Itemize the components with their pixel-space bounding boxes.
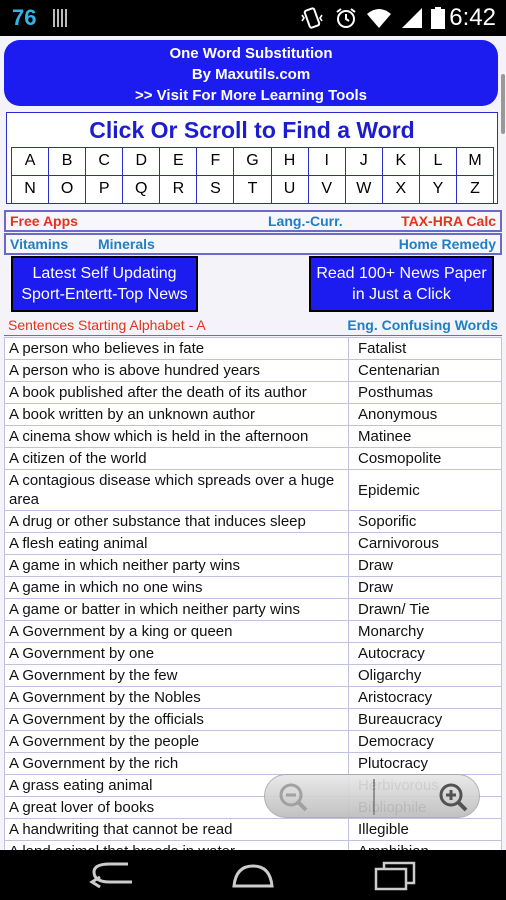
battery-icon: [430, 6, 446, 30]
letter-button[interactable]: M: [456, 147, 494, 176]
word-answer: Monarchy: [349, 621, 502, 643]
word-row: [5, 577, 502, 599]
word-row: [5, 511, 502, 533]
letter-button[interactable]: O: [48, 175, 86, 204]
word-meaning: A drug or other substance that induces sleep: [5, 511, 349, 533]
alphabet-finder: [6, 112, 498, 204]
word-row: [5, 555, 502, 577]
back-icon[interactable]: [88, 860, 138, 890]
letter-button[interactable]: S: [196, 175, 234, 204]
recent-apps-icon[interactable]: [370, 860, 420, 890]
word-meaning: A cinema show which is held in the afternoon: [5, 426, 349, 448]
letter-button[interactable]: E: [159, 147, 197, 176]
word-answer: Bureaucracy: [349, 709, 502, 731]
word-answer: Anonymous: [349, 404, 502, 426]
header-banner[interactable]: [4, 40, 498, 106]
letter-button[interactable]: J: [345, 147, 383, 176]
newspaper-line2: in Just a Click: [352, 286, 451, 303]
vitamins-link[interactable]: Vitamins: [10, 236, 69, 252]
wifi-icon: [366, 6, 392, 30]
word-meaning: A game in which no one wins: [5, 577, 349, 599]
letter-button[interactable]: I: [308, 147, 346, 176]
word-meaning: A Government by the Nobles: [5, 687, 349, 709]
sport-news-line2: Sport-Entertt-Top News: [21, 286, 188, 303]
letter-button[interactable]: P: [85, 175, 123, 204]
letter-button[interactable]: U: [271, 175, 309, 204]
vibrate-icon: [300, 6, 324, 30]
alarm-icon: [334, 6, 358, 30]
word-answer: Posthumas: [349, 382, 502, 404]
minerals-link[interactable]: Minerals: [98, 236, 155, 252]
letter-button[interactable]: K: [382, 147, 420, 176]
letter-button[interactable]: H: [271, 147, 309, 176]
word-answer: Cosmopolite: [349, 448, 502, 470]
word-answer: Plutocracy: [349, 753, 502, 775]
letter-row-n-z: [11, 175, 493, 203]
letter-button[interactable]: X: [382, 175, 420, 204]
letter-button[interactable]: T: [233, 175, 271, 204]
letter-button[interactable]: W: [345, 175, 383, 204]
banner-title: One Word Substitution: [169, 45, 333, 62]
word-row: [5, 621, 502, 643]
confusing-words-link[interactable]: Eng. Confusing Words: [347, 317, 498, 333]
word-meaning: A game or batter in which neither party wins: [5, 599, 349, 621]
home-icon[interactable]: [228, 860, 278, 890]
visit-link[interactable]: >> Visit For More Learning Tools: [135, 87, 367, 104]
word-meaning: A Government by the officials: [5, 709, 349, 731]
letter-button[interactable]: Z: [456, 175, 494, 204]
barcode-notification-icon: [53, 9, 67, 27]
word-meaning: A Government by the rich: [5, 753, 349, 775]
newspaper-line1: Read 100+ News Paper: [316, 265, 487, 282]
letter-button[interactable]: F: [196, 147, 234, 176]
word-row: [5, 470, 502, 511]
word-answer: Aristocracy: [349, 687, 502, 709]
letter-button[interactable]: B: [48, 147, 86, 176]
links-row-1: [4, 210, 502, 232]
word-row: [5, 448, 502, 470]
word-meaning: A grass eating animal: [5, 775, 349, 797]
word-row: [5, 731, 502, 753]
word-meaning: A book published after the death of its author: [5, 382, 349, 404]
news-buttons: [4, 254, 502, 316]
word-row: [5, 382, 502, 404]
letter-button[interactable]: Q: [122, 175, 160, 204]
letter-button[interactable]: N: [11, 175, 49, 204]
navigation-bar: [0, 850, 506, 900]
word-answer: Matinee: [349, 426, 502, 448]
lang-curr-link[interactable]: Lang.-Curr.: [268, 213, 343, 229]
free-apps-link[interactable]: Free Apps: [10, 213, 78, 229]
word-row: [5, 709, 502, 731]
word-answer: Centenarian: [349, 360, 502, 382]
word-row: [5, 360, 502, 382]
newspaper-button[interactable]: [309, 256, 494, 312]
word-meaning: A contagious disease which spreads over a huge area: [5, 470, 349, 511]
word-answer: Draw: [349, 577, 502, 599]
zoom-divider: [373, 779, 375, 815]
sport-news-button[interactable]: [11, 256, 198, 312]
letter-button[interactable]: Y: [419, 175, 457, 204]
word-row: [5, 753, 502, 775]
tax-hra-link[interactable]: TAX-HRA Calc: [401, 213, 496, 229]
word-answer: Oligarchy: [349, 665, 502, 687]
letter-button[interactable]: G: [233, 147, 271, 176]
word-row: [5, 687, 502, 709]
word-answer: Epidemic: [349, 470, 502, 511]
word-answer: Illegible: [349, 819, 502, 841]
word-row: [5, 426, 502, 448]
banner-subtitle: By Maxutils.com: [191, 66, 311, 83]
word-meaning: A Government by a king or queen: [5, 621, 349, 643]
signal-icon: [400, 6, 424, 30]
word-meaning: A Government by the people: [5, 731, 349, 753]
letter-button[interactable]: R: [159, 175, 197, 204]
word-meaning: A game in which neither party wins: [5, 555, 349, 577]
word-meaning: A citizen of the world: [5, 448, 349, 470]
finder-title: Click Or Scroll to Find a Word: [89, 117, 415, 143]
word-answer: Democracy: [349, 731, 502, 753]
word-answer: Fatalist: [349, 338, 502, 360]
word-meaning: A great lover of books: [5, 797, 349, 819]
word-answer: Drawn/ Tie: [349, 599, 502, 621]
scrollbar[interactable]: [501, 74, 505, 134]
links-row-2: [4, 233, 502, 255]
word-row: [5, 599, 502, 621]
zoom-in-icon[interactable]: [437, 781, 469, 813]
section-title: Sentences Starting Alphabet - A: [8, 317, 206, 333]
letter-button[interactable]: L: [419, 147, 457, 176]
home-remedy-link[interactable]: Home Remedy: [398, 236, 496, 252]
word-row: [5, 665, 502, 687]
word-meaning: A Government by the few: [5, 665, 349, 687]
letter-button[interactable]: C: [85, 147, 123, 176]
word-row: [5, 533, 502, 555]
word-row: [5, 404, 502, 426]
word-meaning: A flesh eating animal: [5, 533, 349, 555]
word-meaning: A book written by an unknown author: [5, 404, 349, 426]
letter-button[interactable]: D: [122, 147, 160, 176]
word-answer: Autocracy: [349, 643, 502, 665]
sport-news-line1: Latest Self Updating: [32, 265, 177, 282]
status-bar: [0, 0, 506, 36]
word-row: [5, 338, 502, 360]
word-answer: Carnivorous: [349, 533, 502, 555]
word-row: [5, 643, 502, 665]
clock: 6:42: [449, 4, 496, 31]
letter-button[interactable]: V: [308, 175, 346, 204]
notification-count: 76: [12, 5, 37, 30]
word-meaning: A person who believes in fate: [5, 338, 349, 360]
letter-row-a-m: [11, 147, 493, 175]
letter-button[interactable]: A: [11, 147, 49, 176]
section-header: [4, 316, 502, 336]
word-answer: Soporific: [349, 511, 502, 533]
word-answer: Draw: [349, 555, 502, 577]
word-meaning: A Government by one: [5, 643, 349, 665]
app-content: [0, 36, 506, 850]
word-meaning: A person who is above hundred years: [5, 360, 349, 382]
zoom-out-icon[interactable]: [277, 781, 309, 813]
zoom-control: [264, 774, 480, 818]
word-row: [5, 819, 502, 841]
word-meaning: A handwriting that cannot be read: [5, 819, 349, 841]
